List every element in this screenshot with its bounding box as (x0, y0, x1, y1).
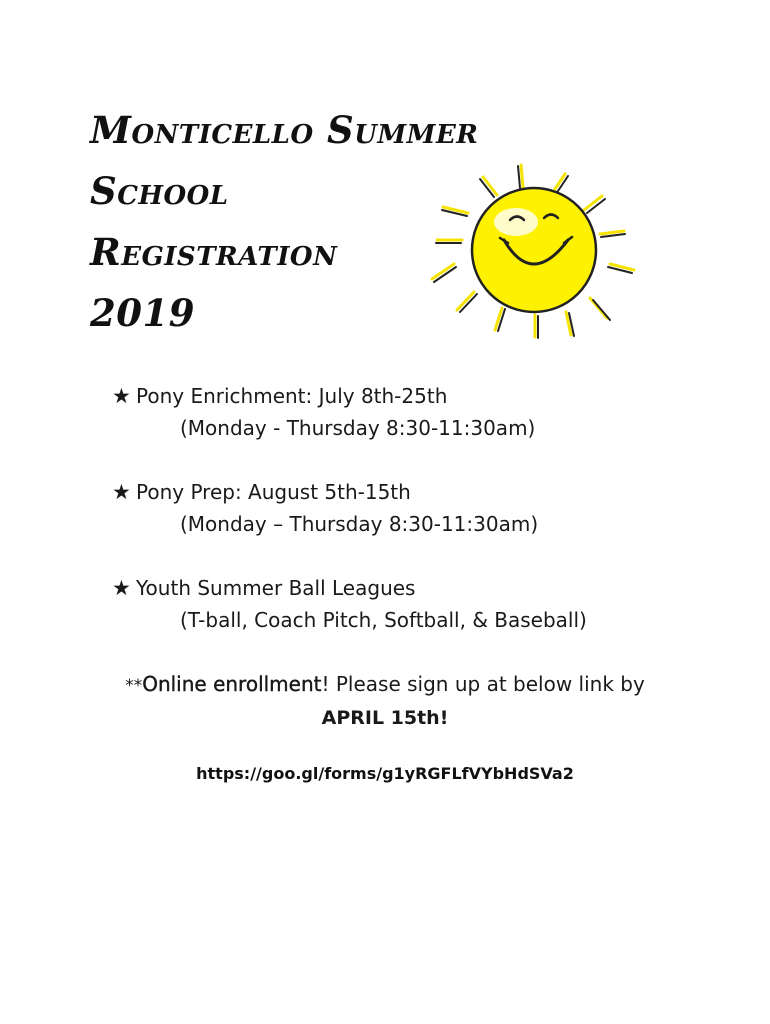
smiling-sun-icon (422, 160, 642, 345)
star-icon: ★ (112, 384, 131, 408)
program-name: Pony Enrichment: July 8th-25th (136, 384, 448, 408)
program-item (112, 476, 712, 540)
registration-deadline: APRIL 15th! (321, 707, 449, 729)
online-enrollment-label: Online enrollment (142, 672, 322, 696)
star-icon: ★ (112, 576, 131, 600)
enrollment-notice (60, 668, 710, 734)
program-name: Youth Summer Ball Leagues (136, 576, 416, 600)
title-line-2: School (90, 169, 229, 213)
program-item (112, 572, 712, 636)
program-schedule: (Monday - Thursday 8:30-11:30am) (180, 416, 536, 440)
star-icon: ★ (112, 480, 131, 504)
program-name: Pony Prep: August 5th-15th (136, 480, 411, 504)
title-line-3: Registration (90, 230, 338, 274)
title-line-4: 2019 (90, 291, 195, 335)
program-item (112, 380, 712, 444)
notice-text: ! Please sign up at below link by (321, 672, 645, 696)
program-schedule: (Monday – Thursday 8:30-11:30am) (180, 512, 539, 536)
title-line-1: Monticello Summer (90, 108, 479, 152)
notice-prefix: ** (125, 676, 143, 696)
registration-link[interactable]: https://goo.gl/forms/g1yRGFLfVYbHdSVa2 (196, 764, 574, 783)
program-schedule: (T-ball, Coach Pitch, Softball, & Baseball) (180, 608, 587, 632)
